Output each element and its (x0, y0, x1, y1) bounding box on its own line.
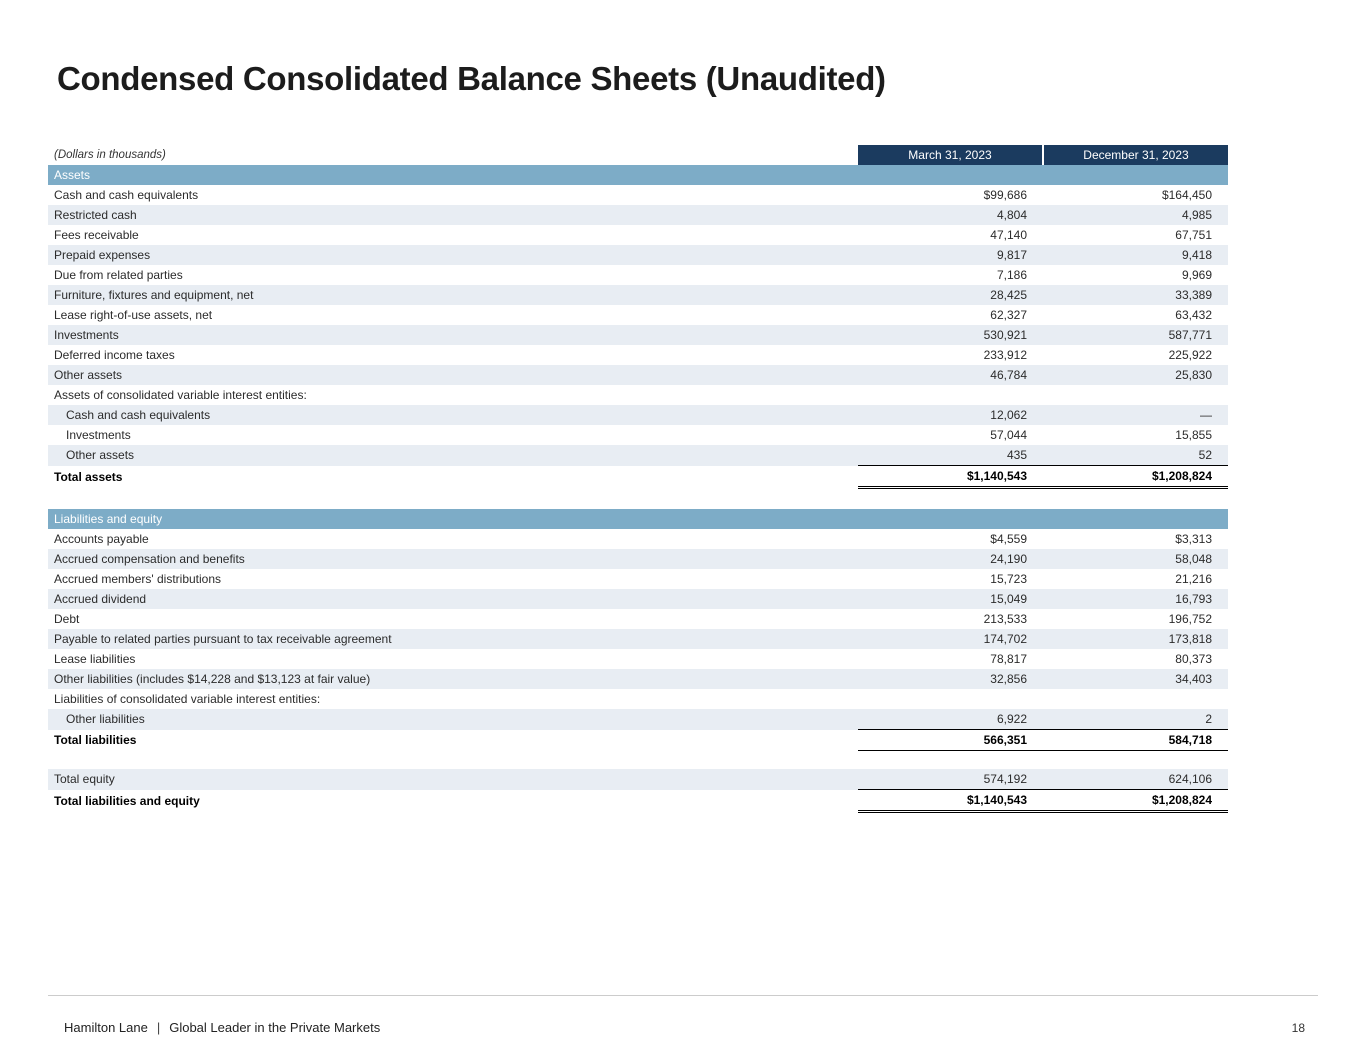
row-label: Due from related parties (54, 268, 183, 282)
value-december: 584,718 (1043, 730, 1228, 751)
value-december: 33,389 (1043, 285, 1228, 305)
value-december: 9,418 (1043, 245, 1228, 265)
table-row (48, 205, 1228, 225)
table-row (48, 629, 1228, 649)
row-label: Cash and cash equivalents (48, 405, 858, 425)
value-december: 16,793 (1043, 589, 1228, 609)
value-december: 52 (1043, 445, 1228, 466)
row-label: Furniture, fixtures and equipment, net (48, 285, 858, 305)
table-row (48, 385, 1228, 405)
value-march: 28,425 (858, 285, 1043, 305)
row-label: Restricted cash (48, 205, 858, 225)
footer-brand: Hamilton Lane (64, 1020, 148, 1035)
value-march: 574,192 (858, 769, 1043, 790)
row-label: Total liabilities (54, 733, 137, 747)
table-row (48, 549, 1228, 569)
value-march: 62,327 (990, 308, 1027, 322)
value-march (858, 385, 1043, 405)
value-december: 2 (1043, 709, 1228, 730)
value-march: $4,559 (990, 532, 1027, 546)
value-december: $1,208,824 (1043, 466, 1228, 488)
page-title: Condensed Consolidated Balance Sheets (Unaudited) (57, 60, 886, 97)
units-note: (Dollars in thousands) (54, 149, 166, 161)
page-number: 18 (1291, 1021, 1305, 1035)
table-row (48, 569, 1228, 589)
row-label: Accrued members' distributions (54, 572, 222, 586)
table-row (48, 609, 1228, 629)
value-december: 25,830 (1043, 365, 1228, 385)
row-label: Cash and cash equivalents (54, 188, 199, 202)
value-march: $1,140,543 (858, 790, 1043, 812)
value-december: 196,752 (1168, 612, 1212, 626)
table-row (48, 345, 1228, 365)
table-row (48, 529, 1228, 549)
table-row (48, 589, 1228, 609)
value-december: 4,985 (1043, 205, 1228, 225)
row-label: Other assets (48, 445, 858, 466)
table-row (48, 305, 1228, 325)
section-header-label: Assets (48, 165, 1228, 185)
table-row (48, 445, 1228, 466)
footer-divider-rule (48, 995, 1318, 996)
row-label: Total liabilities and equity (54, 793, 200, 808)
value-december: $1,208,824 (1043, 790, 1228, 812)
value-march: 15,049 (858, 589, 1043, 609)
row-label: Accounts payable (54, 532, 149, 546)
table-row (48, 730, 1228, 751)
row-label: Other liabilities (includes $14,228 and $13,123 at fair value) (48, 669, 858, 689)
table-row (48, 365, 1228, 385)
value-march: 435 (858, 445, 1043, 466)
value-march: 566,351 (858, 730, 1043, 751)
row-label: Payable to related parties pursuant to tax receivable agreement (48, 629, 858, 649)
value-march: $99,686 (983, 188, 1027, 202)
value-december: 9,969 (1181, 268, 1212, 282)
value-march: 174,702 (858, 629, 1043, 649)
section-header (48, 509, 1228, 529)
table-row (48, 466, 1228, 488)
table-row (48, 669, 1228, 689)
value-december: 173,818 (1043, 629, 1228, 649)
value-december: — (1043, 405, 1228, 425)
row-label: Investments (66, 428, 131, 442)
row-label: Total equity (48, 769, 858, 790)
row-label: Accrued compensation and benefits (48, 549, 858, 569)
value-december (1043, 689, 1228, 709)
value-december: 80,373 (1175, 652, 1212, 666)
column-header-december: December 31, 2023 (1043, 145, 1228, 165)
value-december: $3,313 (1175, 532, 1212, 546)
value-december: 63,432 (1175, 308, 1212, 322)
value-march: 9,817 (858, 245, 1043, 265)
value-march: 530,921 (858, 325, 1043, 345)
value-march: 57,044 (990, 428, 1027, 442)
table-row (48, 285, 1228, 305)
table-row (48, 790, 1228, 812)
value-december: 21,216 (1175, 572, 1212, 586)
row-label: Total assets (54, 469, 123, 484)
section-header (48, 165, 1228, 185)
row-label: Assets of consolidated variable interest entities: (54, 388, 307, 402)
table-row (48, 245, 1228, 265)
footer-separator: | (156, 1020, 161, 1035)
value-march: 47,140 (990, 228, 1027, 242)
footer (64, 1020, 380, 1035)
value-december: $164,450 (1161, 188, 1212, 202)
row-label: Lease right-of-use assets, net (54, 308, 213, 322)
row-label: Fees receivable (54, 228, 139, 242)
value-march: 6,922 (858, 709, 1043, 730)
value-december: 624,106 (1043, 769, 1228, 790)
section-gap (48, 488, 1228, 510)
row-label: Other assets (48, 365, 858, 385)
balance-sheet-table (48, 145, 1228, 813)
row-label: Accrued dividend (48, 589, 858, 609)
table-row (48, 325, 1228, 345)
value-december: 34,403 (1043, 669, 1228, 689)
value-march: 12,062 (858, 405, 1043, 425)
row-label: Lease liabilities (54, 652, 136, 666)
table-row (48, 769, 1228, 790)
value-march: 15,723 (990, 572, 1027, 586)
row-label: Liabilities of consolidated variable interest entities: (54, 692, 321, 706)
value-december: 15,855 (1175, 428, 1212, 442)
column-header-march: March 31, 2023 (858, 145, 1043, 165)
row-label: Other liabilities (48, 709, 858, 730)
value-march: 213,533 (983, 612, 1027, 626)
table-row (48, 709, 1228, 730)
table-body (48, 165, 1228, 812)
value-december: 225,922 (1168, 348, 1212, 362)
value-march: 4,804 (858, 205, 1043, 225)
value-december (1043, 385, 1228, 405)
row-label: Debt (54, 612, 80, 626)
table-row (48, 185, 1228, 205)
table-row (48, 649, 1228, 669)
value-march: 7,186 (996, 268, 1027, 282)
section-header-label: Liabilities and equity (48, 509, 1228, 529)
row-label: Deferred income taxes (54, 348, 175, 362)
value-march: 233,912 (983, 348, 1027, 362)
value-december: 67,751 (1175, 228, 1212, 242)
footer-tagline: Global Leader in the Private Markets (169, 1020, 381, 1035)
table-row (48, 405, 1228, 425)
column-header-row (48, 145, 1228, 165)
spacer-row (48, 751, 1228, 770)
row-label: Investments (48, 325, 858, 345)
value-march: 32,856 (858, 669, 1043, 689)
value-march: 24,190 (858, 549, 1043, 569)
value-march (858, 689, 1043, 709)
table-row (48, 265, 1228, 285)
value-march: 78,817 (990, 652, 1027, 666)
value-march: 46,784 (858, 365, 1043, 385)
value-march: $1,140,543 (858, 466, 1043, 488)
table-row (48, 689, 1228, 709)
table-row (48, 225, 1228, 245)
table-row (48, 425, 1228, 445)
row-label: Prepaid expenses (48, 245, 858, 265)
value-december: 58,048 (1043, 549, 1228, 569)
value-december: 587,771 (1043, 325, 1228, 345)
